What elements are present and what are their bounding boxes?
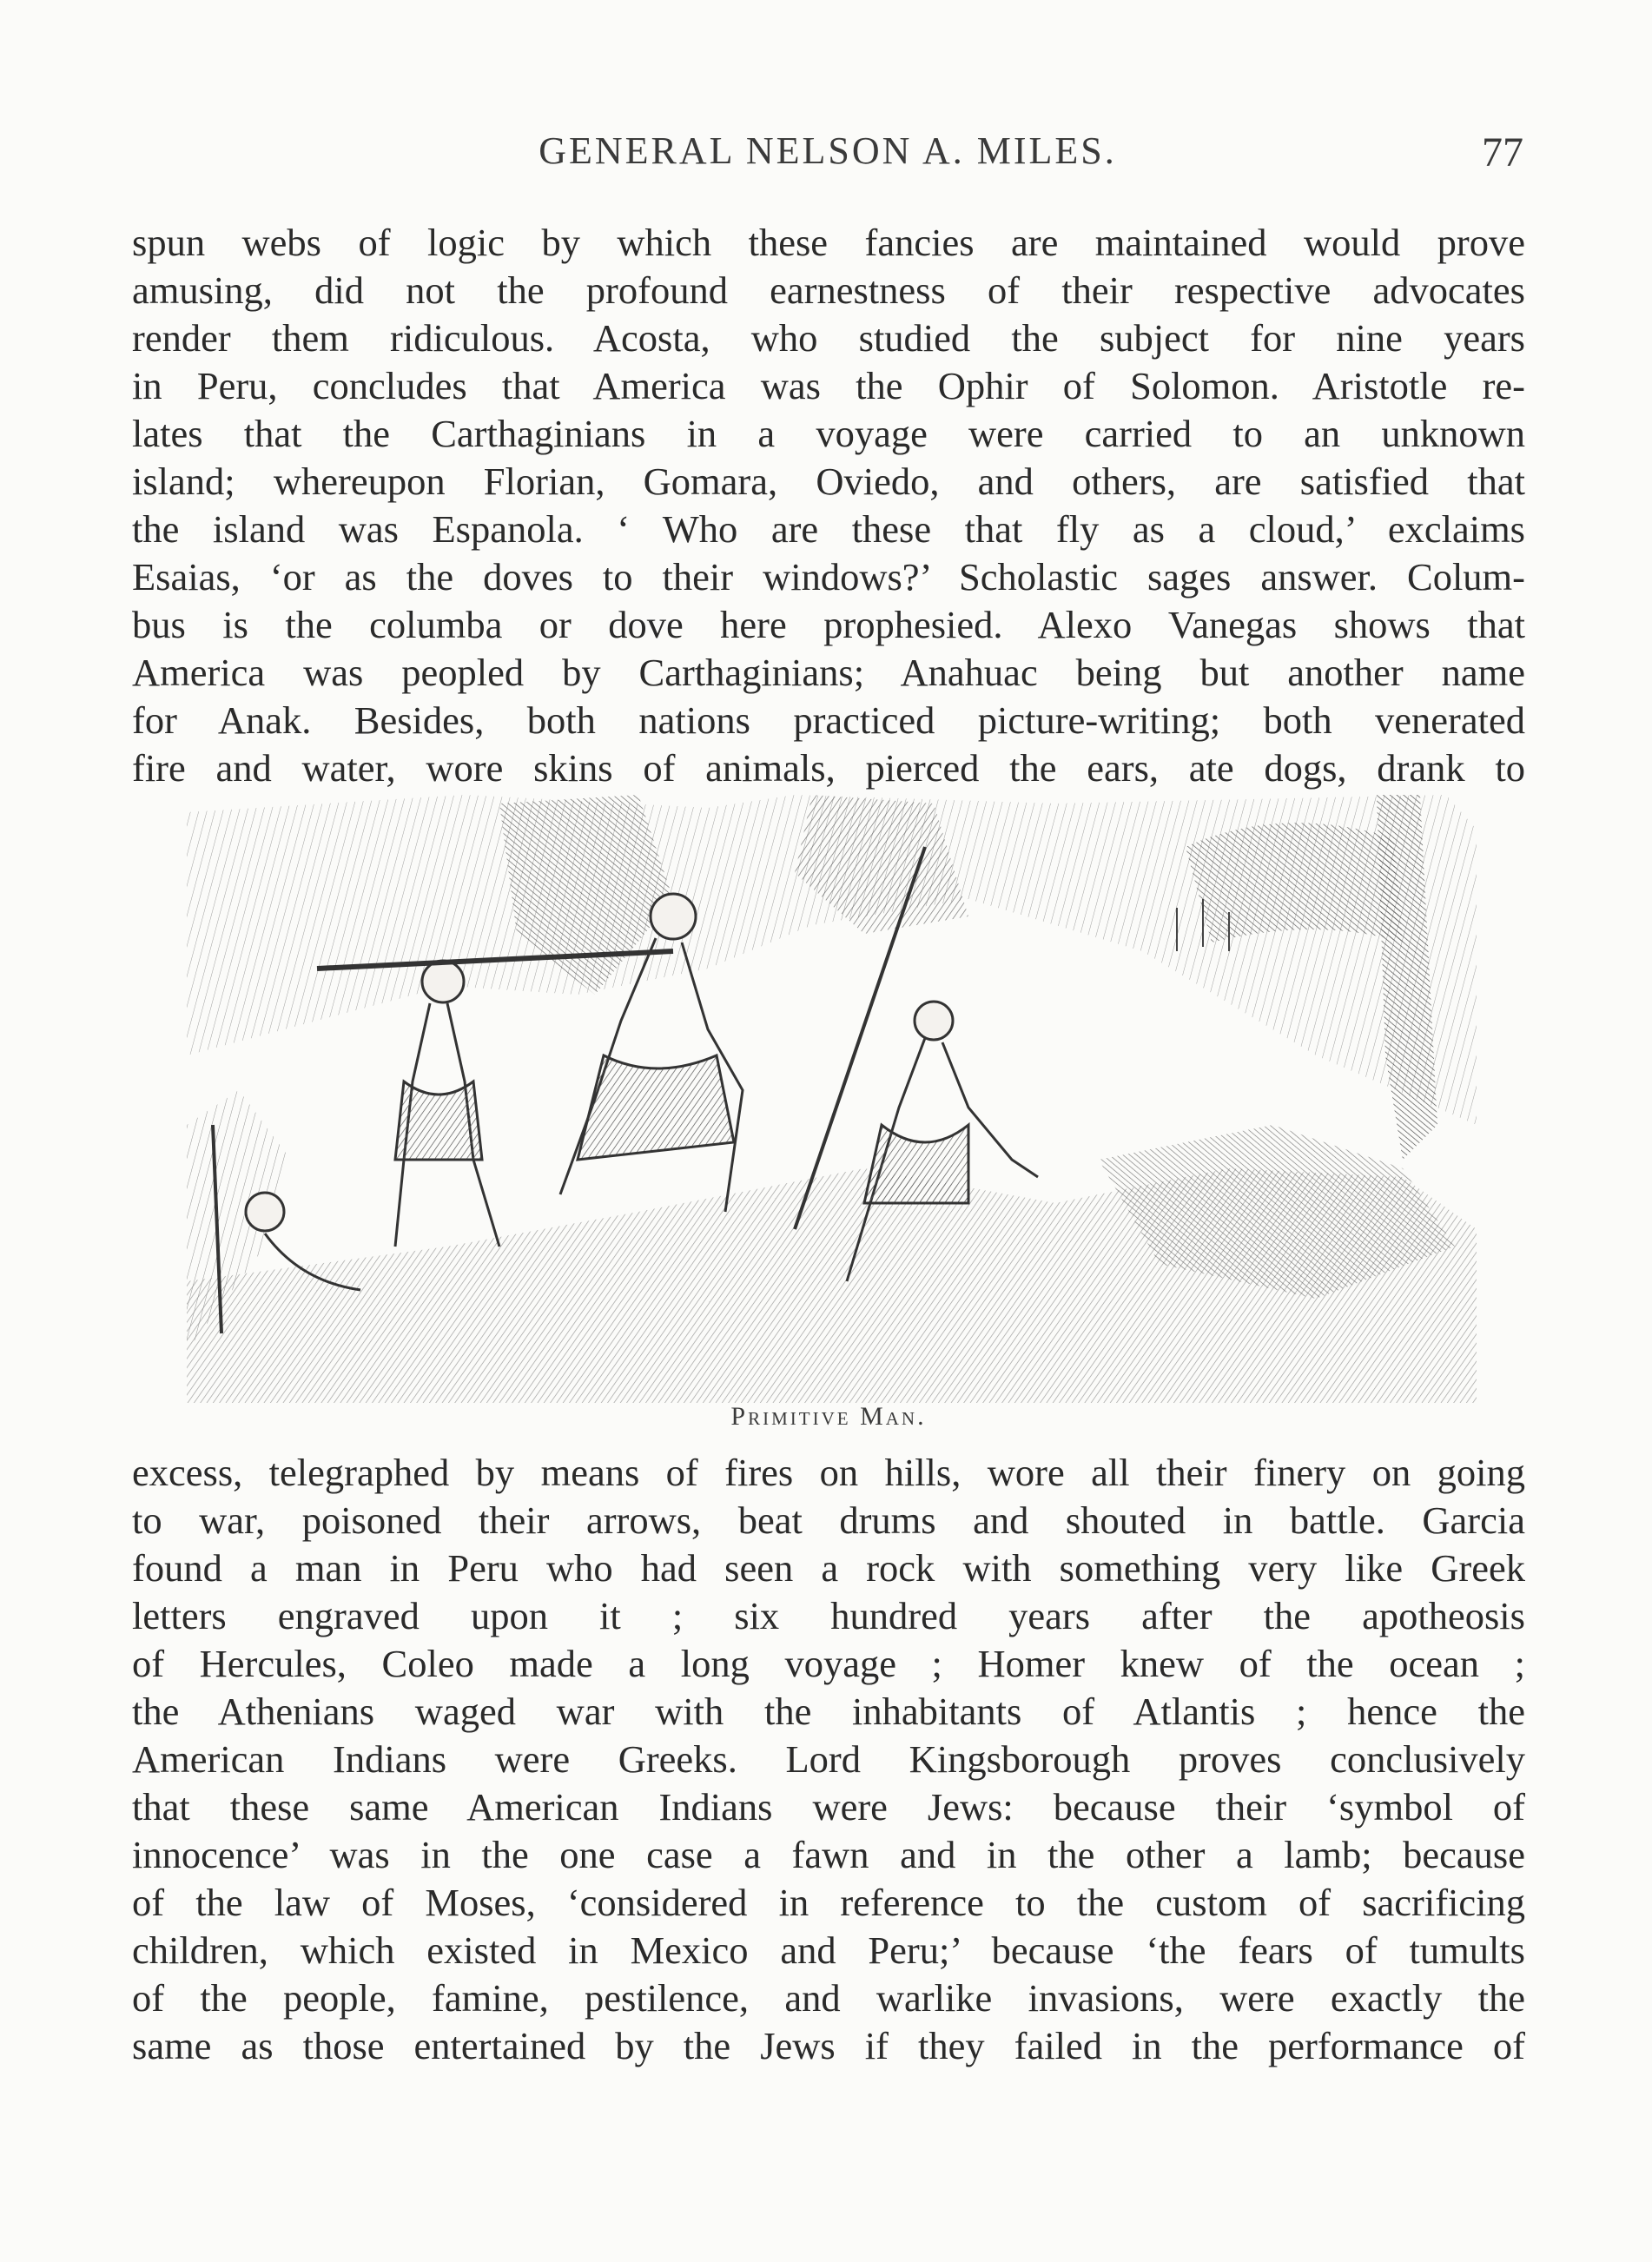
text-line: Esaias, ‘or as the doves to their windows?’ Scholastic sages answer. Colum- — [132, 555, 1525, 599]
illustration-primitive-man — [187, 795, 1477, 1412]
text-line: American Indians were Greeks. Lord Kingsborough proves conclusively — [132, 1737, 1525, 1781]
text-line: innocence’ was in the one case a fawn and in the other a lamb; because — [132, 1833, 1525, 1876]
text-line: lates that the Carthaginians in a voyage were carried to an unknown — [132, 412, 1525, 455]
text-line: that these same American Indians were Jews: because their ‘symbol of — [132, 1785, 1525, 1829]
text-line: excess, telegraphed by means of fires on hills, wore all their finery on going — [132, 1451, 1525, 1494]
text-line: amusing, did not the profound earnestness of their respective advocates — [132, 268, 1525, 312]
text-line: render them ridiculous. Acosta, who studied the subject for nine years — [132, 316, 1525, 360]
text-line: found a man in Peru who had seen a rock with something very like Greek — [132, 1546, 1525, 1590]
text-line: fire and water, wore skins of animals, pierced the ears, ate dogs, drank to — [132, 746, 1525, 790]
text-line: spun webs of logic by which these fancies are maintained would prove — [132, 221, 1525, 264]
running-head: GENERAL NELSON A. MILES. — [539, 129, 1117, 172]
paragraph-top — [132, 219, 1525, 792]
text-line: of the people, famine, pestilence, and warlike invasions, were exactly the — [132, 1976, 1525, 2020]
text-line: to war, poisoned their arrows, beat drums and shouted in battle. Garcia — [132, 1498, 1525, 1542]
text-line: children, which existed in Mexico and Peru;’ because ‘the fears of tumults — [132, 1928, 1525, 1972]
figure-caption: Primitive Man. — [730, 1402, 927, 1431]
page-number: 77 — [1482, 129, 1523, 175]
text-line: the island was Espanola. ‘ Who are these that fly as a cloud,’ exclaims — [132, 507, 1525, 551]
text-line: America was peopled by Carthaginians; Anahuac being but another name — [132, 651, 1525, 694]
text-line: bus is the columba or dove here prophesied. Alexo Vanegas shows that — [132, 603, 1525, 646]
paragraph-bottom — [132, 1449, 1525, 2070]
text-line: same as those entertained by the Jews if they failed in the performance of — [132, 2024, 1525, 2067]
text-line: of the law of Moses, ‘considered in reference to the custom of sacrificing — [132, 1881, 1525, 1924]
cave-opening — [1186, 823, 1403, 942]
text-line: the Athenians waged war with the inhabitants of Atlantis ; hence the — [132, 1690, 1525, 1733]
text-line: letters engraved upon it ; six hundred years after the apotheosis — [132, 1594, 1525, 1637]
text-line: for Anak. Besides, both nations practiced picture-writing; both venerated — [132, 698, 1525, 742]
page-header — [132, 129, 1523, 181]
text-line: of Hercules, Coleo made a long voyage ; Homer knew of the ocean ; — [132, 1642, 1525, 1685]
text-line: in Peru, concludes that America was the Ophir of Solomon. Aristotle re- — [132, 364, 1525, 407]
text-line: island; whereupon Florian, Gomara, Oviedo, and others, are satisfied that — [132, 460, 1525, 503]
